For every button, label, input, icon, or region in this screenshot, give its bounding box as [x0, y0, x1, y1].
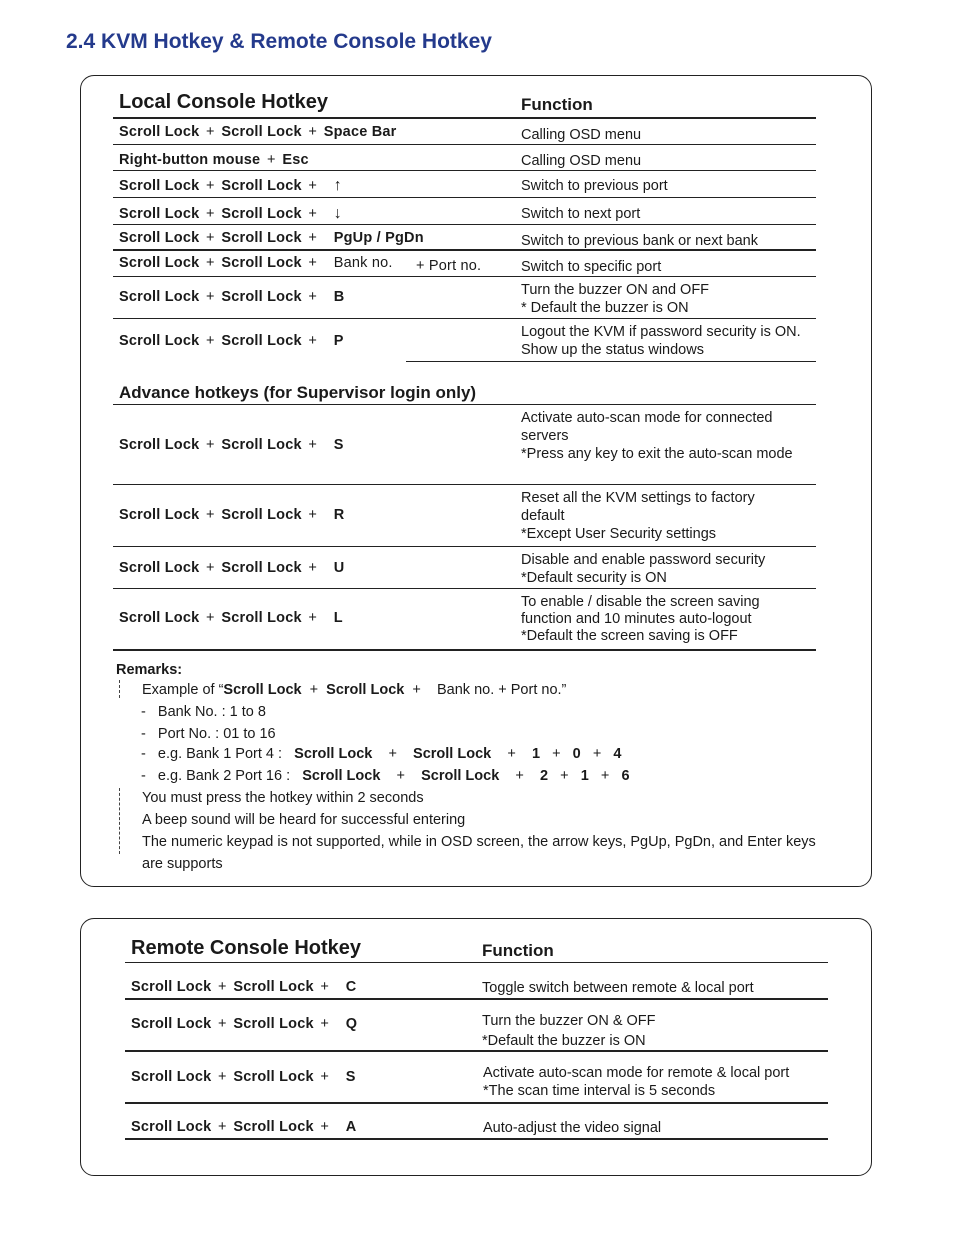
hotkey-combo: Scroll Lock + Scroll Lock + L [119, 610, 343, 626]
remarks-bullet-bar [119, 680, 120, 698]
function-text: Switch to previous bank or next bank [521, 233, 758, 249]
divider [113, 144, 816, 145]
hotkey-combo: Scroll Lock + Scroll Lock + A [131, 1119, 357, 1135]
function-text: Toggle switch between remote & local port [482, 980, 754, 996]
divider [125, 1050, 828, 1052]
hotkey-combo: Scroll Lock + Scroll Lock + PgUp / PgDn [119, 230, 424, 246]
function-text: Auto-adjust the video signal [483, 1120, 662, 1136]
divider [125, 998, 828, 1000]
divider [113, 318, 816, 319]
function-text: Disable and enable password security *Default security is ON [521, 552, 766, 586]
divider [113, 197, 816, 198]
hotkey-combo: Scroll Lock + Scroll Lock + S [131, 1069, 356, 1085]
hotkey-combo: Scroll Lock + Scroll Lock + ↑ [119, 177, 342, 194]
page-title: 2.4 KVM Hotkey & Remote Console Hotkey [66, 30, 492, 53]
local-console-heading: Local Console Hotkey [119, 91, 328, 113]
divider [113, 588, 816, 589]
function-text: Turn the buzzer ON & OFF *Default the buzzer is ON [482, 1013, 656, 1049]
divider [113, 404, 816, 405]
hotkey-port-no: + Port no. [416, 258, 482, 274]
hotkey-combo: Scroll Lock + Scroll Lock + U [119, 560, 345, 576]
divider [113, 170, 816, 171]
hotkey-combo: Scroll Lock + Scroll Lock + C [131, 979, 357, 995]
hotkey-combo: Scroll Lock + Scroll Lock + Space Bar [119, 124, 397, 140]
divider [113, 224, 816, 225]
local-function-heading: Function [521, 95, 593, 114]
remote-function-heading: Function [482, 941, 554, 960]
function-text: Logout the KVM if password security is ON. Show up the status windows [521, 324, 801, 358]
hotkey-combo: Scroll Lock + Scroll Lock + R [119, 507, 345, 523]
hotkey-combo: Scroll Lock + Scroll Lock + S [119, 437, 344, 453]
function-text: Switch to next port [521, 206, 641, 222]
hotkey-combo: Scroll Lock + Scroll Lock + B [119, 289, 345, 305]
remarks-sub-item: - Bank No. : 1 to 8 [141, 704, 266, 720]
arrow-up-icon: ↑ [333, 177, 342, 194]
hotkey-combo: Scroll Lock + Scroll Lock + Q [131, 1016, 358, 1032]
divider [113, 276, 816, 277]
function-text: Switch to specific port [521, 259, 662, 275]
divider [113, 546, 816, 547]
divider [406, 361, 816, 362]
divider [113, 484, 816, 485]
remarks-sub-item: - e.g. Bank 2 Port 16 : Scroll Lock + Scroll Lock + 2 + 1 + 6 [141, 768, 630, 784]
function-text: Turn the buzzer ON and OFF * Default the buzzer is ON [521, 282, 710, 316]
divider [113, 649, 816, 651]
function-text: To enable / disable the screen saving function and 10 minutes auto-logout *Default the screen saving is OFF [521, 594, 760, 644]
remarks-sub-item: - Port No. : 01 to 16 [141, 726, 276, 742]
divider [125, 1102, 828, 1104]
function-text: Activate auto-scan mode for remote & local port *The scan time interval is 5 seconds [483, 1065, 790, 1099]
remarks-note: are supports [142, 856, 223, 872]
remarks-note: You must press the hotkey within 2 seconds [142, 790, 424, 806]
divider [113, 249, 816, 251]
divider [113, 117, 816, 119]
remarks-heading: Remarks: [116, 662, 183, 678]
remote-console-heading: Remote Console Hotkey [131, 937, 362, 959]
divider [125, 962, 828, 963]
remarks-bullet-bar [119, 788, 120, 854]
hotkey-combo: Scroll Lock + Scroll Lock + Bank no. [119, 255, 393, 271]
function-text: Calling OSD menu [521, 127, 642, 143]
function-text: Calling OSD menu [521, 153, 642, 169]
remarks-example: Example of “Scroll Lock + Scroll Lock + Bank no. + Port no.” [142, 682, 567, 698]
hotkey-combo: Scroll Lock + Scroll Lock + P [119, 333, 344, 349]
arrow-down-icon: ↓ [333, 205, 342, 222]
function-text: Activate auto-scan mode for connected servers *Press any key to exit the auto-scan mode [521, 410, 793, 462]
remarks-sub-item: - e.g. Bank 1 Port 4 : Scroll Lock + Scroll Lock + 1 + 0 + 4 [141, 746, 622, 762]
hotkey-combo: Right-button mouse + Esc [119, 152, 309, 168]
remarks-note: The numeric keypad is not supported, while in OSD screen, the arrow keys, PgUp, PgDn, and Enter keys [142, 834, 816, 850]
hotkey-combo: Scroll Lock + Scroll Lock + ↓ [119, 205, 342, 222]
advance-heading: Advance hotkeys (for Supervisor login only) [119, 383, 477, 402]
remarks-note: A beep sound will be heard for successful entering [142, 812, 466, 828]
function-text: Reset all the KVM settings to factory default *Except User Security settings [521, 490, 755, 542]
function-text: Switch to previous port [521, 178, 668, 194]
divider [125, 1138, 828, 1140]
